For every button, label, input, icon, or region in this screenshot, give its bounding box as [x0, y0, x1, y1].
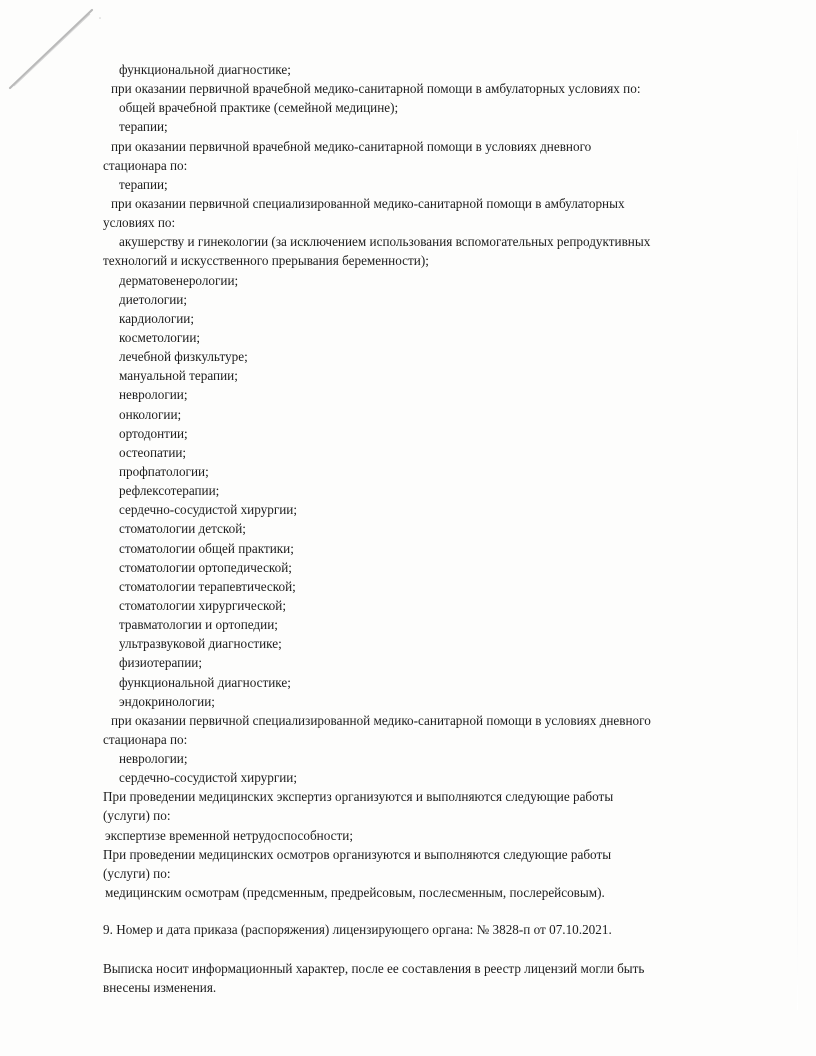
license-order-line: 9. Номер и дата приказа (распоряжения) лицензирующего органа: № 3828-п от 07.10.2021.	[103, 922, 612, 938]
document-line: экспертизе временной нетрудоспособности;	[105, 827, 353, 843]
document-line: При проведении медицинских экспертиз организуются и выполняются следующие работы	[103, 789, 614, 805]
document-line: функциональной диагностике;	[119, 674, 291, 690]
document-line: ультразвуковой диагностике;	[119, 636, 282, 652]
document-line: дерматовенерологии;	[119, 272, 239, 288]
document-line: при оказании первичной врачебной медико-санитарной помощи в амбулаторных условиях по:	[111, 81, 641, 97]
license-activity-list	[103, 60, 768, 902]
document-line: при оказании первичной врачебной медико-санитарной помощи в условиях дневного	[111, 138, 592, 154]
document-line: кардиологии;	[119, 310, 195, 326]
document-line: функциональной диагностике;	[119, 62, 291, 77]
scan-corner-mark	[0, 0, 110, 100]
document-line: профпатологии;	[119, 463, 209, 479]
document-line: сердечно-сосудистой хирургии;	[119, 502, 298, 518]
document-line: акушерству и гинекологии (за исключением использования вспомогательных репродуктивных	[119, 234, 651, 250]
document-line: неврологии;	[119, 387, 188, 403]
spacer	[103, 902, 768, 920]
document-line: физиотерапии;	[119, 655, 203, 671]
document-line: косметологии;	[119, 329, 201, 345]
document-line: стоматологии общей практики;	[119, 540, 294, 556]
document-line: эндокринологии;	[119, 693, 215, 709]
document-line: травматологии и ортопедии;	[119, 617, 278, 633]
document-line: ортодонтии;	[119, 425, 188, 441]
document-line: стационара по:	[103, 731, 188, 747]
document-line: условиях по:	[103, 215, 176, 231]
document-line: терапии;	[119, 119, 168, 135]
document-line: технологий и искусственного прерывания беременности);	[103, 253, 429, 269]
document-line: онкологии;	[119, 406, 182, 422]
document-line: стоматологии терапевтической;	[119, 578, 296, 594]
document-line: диетологии;	[119, 291, 187, 307]
scan-edge-line	[797, 130, 798, 1010]
document-line: общей врачебной практике (семейной медицине);	[119, 100, 399, 116]
document-line: (услуги) по:	[103, 808, 171, 824]
document-line: стоматологии детской;	[119, 521, 246, 537]
document-line: медицинским осмотрам (предсменным, предрейсовым, послесменным, послерейсовым).	[105, 885, 605, 901]
document-line: при оказании первичной специализированной медико-санитарной помощи в амбулаторных	[111, 195, 625, 211]
document-line: стоматологии хирургической;	[119, 597, 286, 613]
document-body	[103, 60, 768, 998]
document-line: стационара по:	[103, 157, 188, 173]
notice-line-2: внесены изменения.	[103, 980, 217, 996]
document-line: рефлексотерапии;	[119, 483, 220, 499]
document-line: остеопатии;	[119, 444, 187, 460]
spacer	[103, 939, 768, 959]
document-line: сердечно-сосудистой хирургии;	[119, 770, 298, 786]
document-line: лечебной физкультуре;	[119, 349, 248, 365]
document-line: мануальной терапии;	[119, 368, 238, 384]
document-line: При проведении медицинских осмотров организуются и выполняются следующие работы	[103, 846, 612, 862]
document-line: терапии;	[119, 176, 168, 192]
document-line: неврологии;	[119, 751, 188, 767]
document-line: стоматологии ортопедической;	[119, 559, 292, 575]
document-line: при оказании первичной специализированной медико-санитарной помощи в условиях дневного	[111, 712, 651, 728]
document-line: (услуги) по:	[103, 865, 171, 881]
notice-line-1: Выписка носит информационный характер, после ее составления в реестр лицензий могли быть	[103, 961, 645, 977]
